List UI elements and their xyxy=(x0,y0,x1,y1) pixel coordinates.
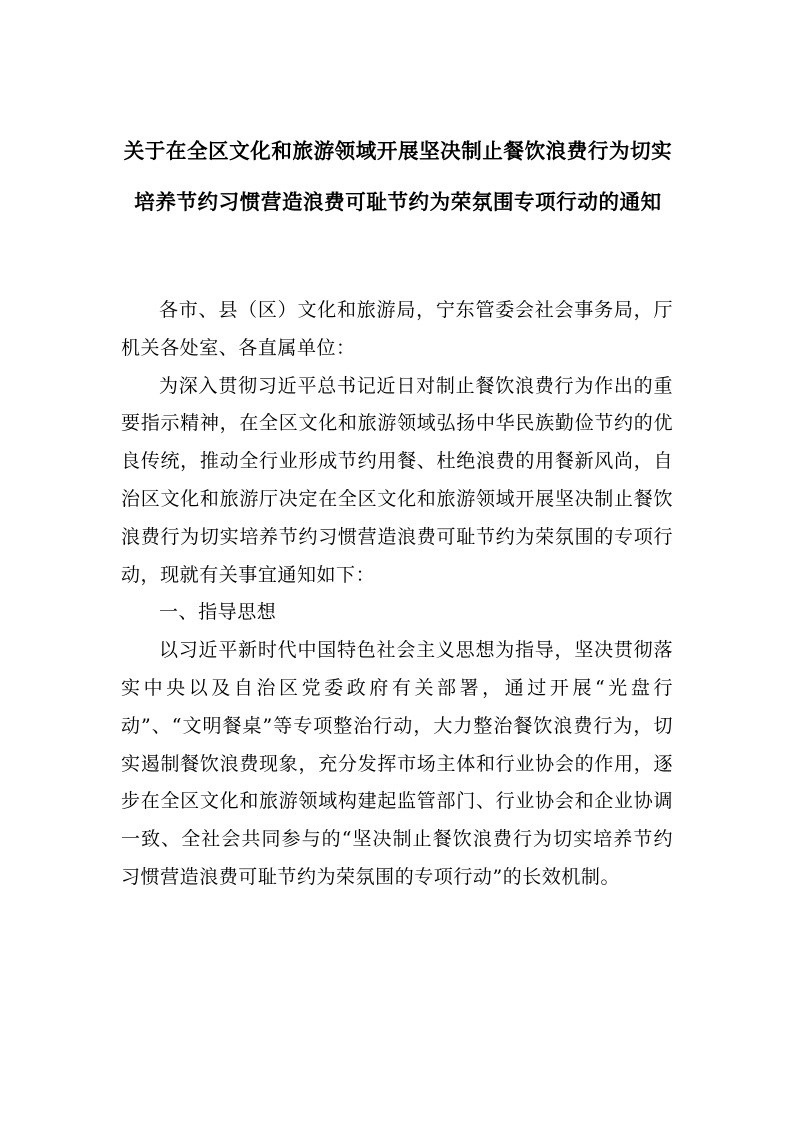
section-heading-guiding-ideology: 一、指导思想 xyxy=(159,601,277,624)
paragraph-intro: 为深入贯彻习近平总书记近日对制止餐饮浪费行为作出的重要指示精神，在全区文化和旅游领域弘扬中华民族勤俭节约的优良传统，推动全行业形成节约用餐、杜绝浪费的用餐新风尚，自治区文化和旅游厅决定在全区文化和旅游领域开展坚决制止餐饮浪费行为切实培养节约习惯营造浪费可耻节约为荣氛围的专项行动，现就有关事宜通知如下： xyxy=(121,374,673,586)
paragraph-guiding-ideology: 以习近平新时代中国特色社会主义思想为指导，坚决贯彻落实中央以及自治区党委政府有关部署，通过开展“光盘行动”、“文明餐桌”等专项整治行动，大力整治餐饮浪费行为，切实遏制餐饮浪费现象，充分发挥市场主体和行业协会的作用，逐步在全区文化和旅游领域构建起监管部门、行业协会和企业协调一致、全社会共同参与的“坚决制止餐饮浪费行为切实培养节约习惯营造浪费可耻节约为荣氛围的专项行动”的长效机制。 xyxy=(121,639,673,888)
document-body xyxy=(121,292,673,897)
salutation: 各市、县（区）文化和旅游局，宁东管委会社会事务局，厅机关各处室、各直属单位： xyxy=(121,299,673,359)
document-title: 关于在全区文化和旅游领域开展坚决制止餐饮浪费行为切实培养节约习惯营造浪费可耻节约为荣氛围专项行动的通知 xyxy=(123,139,673,214)
